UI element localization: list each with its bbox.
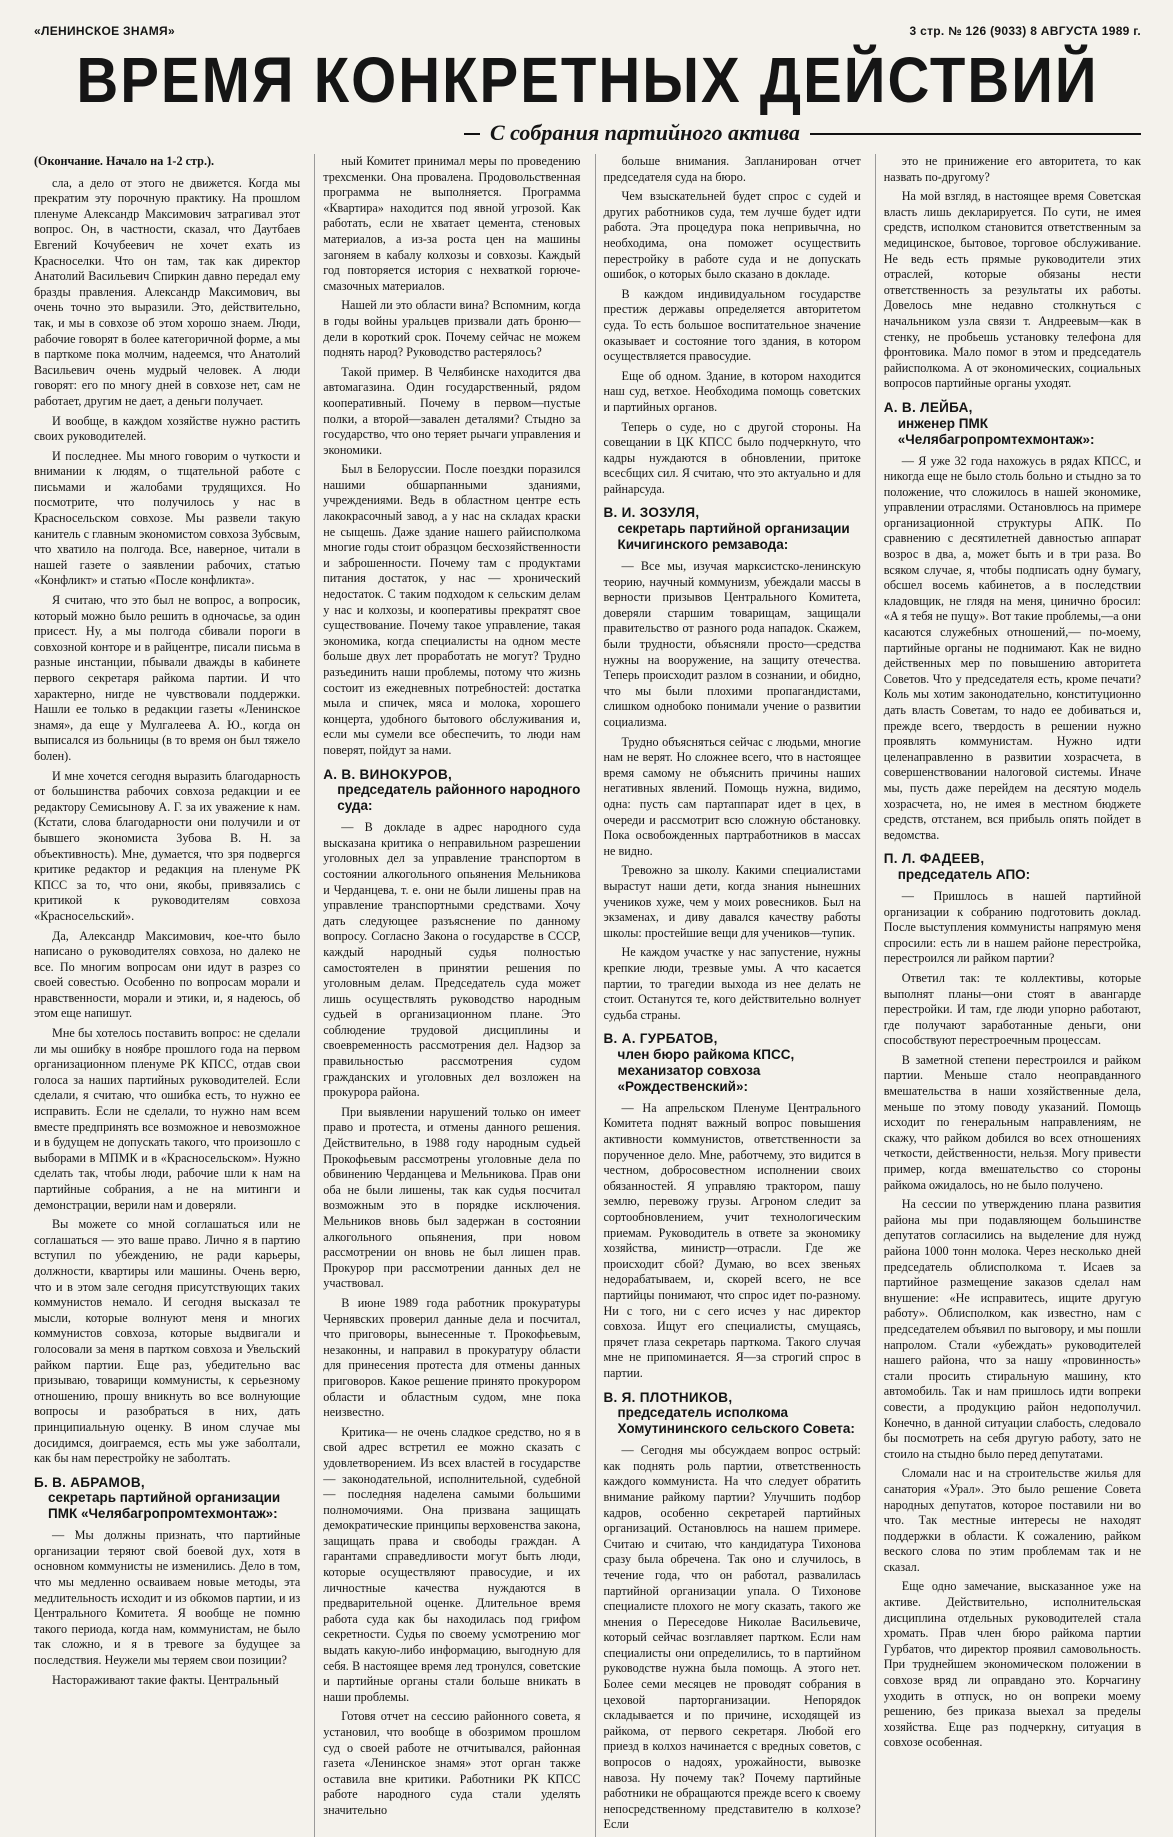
speaker-byline bbox=[884, 400, 1141, 448]
article-paragraph: — Мы должны признать, что партийные организации теряют свой боевой дух, хотя в основном коммунисты не изменились. Дело в том, что мы медленно осваиваем новые методы, эта медлительность исходит и из обкомов партии, и из Центрального Комитета. Я вообще не помню такого периода, когда нам, коммунистам, не было так сложно, и я в тревоге за будущее за последствия. Неужели мы теряем свои позиции? bbox=[34, 1528, 301, 1668]
article-paragraph: Я считаю, что это был не вопрос, а вопросик, который можно было решить в одночасье, за один присест. Ну, а мы полгода сбивали пороги в совхозной конторе и в райцентре, писали письма в разные инстанции, пбывали дважды в кабинете первого секретаря райкома партии. И что характерно, нигде не чувствовали поддержки. Нашли ее только в редакции газеты «Ленинское знамя», да еще у Мулгалеева А. Ю., когда он выписался из больницы (в то время он был тяжело болен). bbox=[34, 593, 301, 763]
speaker-name: А. В. ВИНОКУРОВ, bbox=[323, 766, 453, 782]
article-paragraph: Трудно объясняться сейчас с людьми, многие нам не верят. Но сложнее всего, что в настоящее время самому не объяснить причины наших негативных явлений. Помощь нужна, видимо, одна: пусть сам партаппарат идет в цех, в очереди и рассмотрит всю сложную обстановку. Пока освобожденных партработников в массах не видно. bbox=[603, 734, 861, 858]
article-paragraph: больше внимания. Запланирован отчет председателя суда на бюро. bbox=[603, 154, 861, 184]
article-paragraph: Был в Белоруссии. После поездки поразился нашими обшарпанными зданиями, учреждениями. Ведь в областном центре есть лакокрасочный завод, а у нас на складах краски не сыщешь. Даже здание нашего райисполкома многие годы стоит образцом бесхозяйственности и заброшенности. Почему там с продуктами питания достаток, у нас — хронический недостаток. С таким подходом к сельским делам у нас и колхозы, и кооперативы прекратят свое существование. Почему такое управление, такая экономика, когда специалисты на одном месте больше двух лет проработать не могут? Трудно разъединить наши проблемы, потому что жизнь состоит из ежедневных потребностей: достатка мыла и спичек, мяса и молока, хорошего концерта, удобного бытового обслуживания и, если мы сумели все обеспечить, то люди нам поверят, пойдут за нами. bbox=[323, 462, 581, 757]
speaker-name: В. И. ЗОЗУЛЯ, bbox=[603, 505, 700, 521]
article-paragraph: Настораживают такие факты. Центральный bbox=[52, 1672, 279, 1687]
article-paragraph: Теперь о суде, но с другой стороны. На совещании в ЦК КПСС было подчеркнуто, что кадры нуждаются в обновлении, притоке всесбщих сил. Я считаю, что это актуально и для райнарсуда. bbox=[603, 419, 861, 496]
speaker-role: секретарь партийной организации Кичигинского ремзавода: bbox=[617, 521, 850, 553]
article-paragraph: И последнее. Мы много говорим о чуткости и внимании к людям, о тщательной работе с письмами и жалобами трудящихся. Но посмотрите, что получилось у нас в Красносельском совхозе. Мы развели такую канитель с главным экономистом совхоза Зубсвым, что хватило на полгода. Все, наверное, читали в нашей газете о заявлении рабочих, статью «Конфликт» и статью «После конфликта». bbox=[34, 448, 301, 588]
speaker-byline bbox=[604, 1390, 861, 1438]
speaker-byline bbox=[34, 1475, 300, 1523]
article-paragraph: На мой взгляд, в настоящее время Советская власть лишь декларируется. По сути, не имея средств, исполком становится ответственным за медицинское, бытовое, торговое обслуживание. Не ведь есть прямые руководители этих отраслей, которые обязаны нести ответственность за результаты их работы. Довелось мне недавно столкнуться с начальником узла связи т. Андреевым—как в стенку, не пробьешь установку телефона для фронтовика. Мало помог в этом и председатель райисполкома. А от экономических, социальных вопросов партийные органы уходят. bbox=[883, 189, 1141, 391]
article-paragraph: Да, Александр Максимович, кое-что было написано о руководителях совхоза, но далеко не все. По многим вопросам они идут в разрез со своей совестью. Особенно по вопросам морали и нравственности, морали и этики, и, я надеюсь, об этом еще напишут. bbox=[34, 928, 301, 1021]
article-paragraph: На сессии по утверждению плана развития района мы при подавляющем большинстве депутатов согласились на выделение для нужд района 1000 тонн молока. Через несколько дней председатель облисполкома т. Исаев за партийное размещение заказов сделал нам внушение: «Не исправитесь, ищите другую работу». Облисполком, как известно, нам с председателем объявил по выговору, и мы пошли напролом. Стали «убеждать» руководителей нашего района, что за нашу «провинность» стали просить стиральную машину, кто автомобиль. Так и нам пришлось идти вопреки совести, а продукцию район недополучил. Конечно, в данной ситуации слабость, следовало бы посмотреть на себя другую работу, зато не стоило на стыдно было перед депутатами. bbox=[883, 1197, 1141, 1461]
article-paragraph: — Пришлось в нашей партийной организации к собранию подготовить доклад. После выступления коммунисты напрямую меня спросили: есть ли в нашем районе перестройка, перестроился ли райком партии? bbox=[883, 888, 1141, 966]
article-paragraph: — Все мы, изучая марксистско-ленинскую теорию, научный коммунизм, убеждали массы в верности призывов Центрального Комитета, доверяли старшим товарищам, защищали правительство от разного рода нападок. Скажем, были трудности, объясняли просто—средства нужны на вооружение, на защиту отечества. Теперь происходит разлом в сознании, и обидно, что мы были плохими пропагандистами, слишком однобоко понимали учение о развитии социализма. bbox=[603, 559, 861, 729]
article-paragraph: — Сегодня мы обсуждаем вопрос острый: как поднять роль партии, ответственность каждого коммуниста. На что следует обратить внимание райкому партии? Улучшить подбор кадров, особенно секретарей партийных организаций. Остановлюсь на нашем примере. Считаю и считаю, что кандидатура Тихонова сразу была обречена. Так оно и случилось, в течение года, что он работал, развалилась партийной организации упала. О Тихонове специалисте плохого не могу сказать, такого же мнения о Переседове Николае Васильевиче, который сейчас возглавляет партком. Если нам специалисты они определились, то в партийном руководстве нужна была помощь. А этого нет. Более семи месяцев не проводят собрания в цеховой парторганизации. Непорядок складывается и по причине, исходящей из райкома, от первого секретаря. Любой его приезд в колхоз начинается с вредных советов, с вопросов о надоях, урожайности, вывозке навоза. Ну почему так? Почему партийные работники не обращаются прежде всего к своему непосредственному представителю в колхозе? Если bbox=[603, 1443, 861, 1832]
article-paragraph: Еще об одном. Здание, в котором находится наш суд, ветхое. Необходима помощь советских и партийных органов. bbox=[603, 368, 861, 414]
subhead-row bbox=[34, 118, 1141, 148]
speaker-byline bbox=[604, 505, 861, 553]
speaker-byline bbox=[604, 1031, 861, 1095]
article-column bbox=[314, 154, 580, 1837]
article-paragraph: Нашей ли это области вина? Вспомним, когда в годы войны уральцев призвали дать броню—дели в короткий срок. Почему сейчас не можем поднять народ? Руководство растерялось? bbox=[323, 298, 581, 360]
article-paragraph: В июне 1989 года работник прокуратуры Чернявских проверил данные дела и посчитал, что приговоры, вынесенные т. Прокофьевым, незаконны, и направил в прокуратуру области для принесения протеста для отмены данных приговоров. Какое решение принято прокурором области и областным судом, мне пока неизвестно. bbox=[323, 1295, 581, 1420]
article-paragraph: Такой пример. В Челябинске находится два автомагазина. Один государственный, рядом кооперативный. Почему в первом—пустые полки, а второй—завален деталями? Стыдно за государство, что оно теряет рычаги управления и экономики. bbox=[323, 364, 581, 457]
speaker-name: В. Я. ПЛОТНИКОВ, bbox=[603, 1389, 733, 1405]
speaker-role: председатель АПО: bbox=[897, 866, 1031, 882]
article-column bbox=[875, 154, 1141, 1837]
speaker-name: П. Л. ФАДЕЕВ, bbox=[883, 851, 985, 867]
speaker-role: член бюро райкома КПСС, механизатор совхоза «Рождественский»: bbox=[617, 1046, 795, 1094]
subhead: С собрания партийного актива bbox=[480, 118, 810, 148]
article-paragraph: Тревожно за школу. Какими специалистами вырастут наши дети, когда знания нынешних учеников хуже, чем у моих ровесников. Был на экзаменах, и диву давался качеству работы школы: простейшие вещи для учеников—тупик. bbox=[603, 863, 861, 940]
article-paragraph: Еще одно замечание, высказанное уже на активе. Действительно, исполнительская дисциплина отдельных руководителей стала хромать. Прав член бюро райкома партии Гурбатов, что директор проявил самовольность. При труднейшем экономическом положении в совхозе вряд ли оправдано это. Корчагину уходить в отпуск, но он вопреки моему решению, без приказа выехал за пределы хозяйства. Еще раз подчеркну, ситуация в совхозе особенная. bbox=[883, 1579, 1141, 1750]
speaker-name: А. В. ЛЕЙБА, bbox=[883, 399, 973, 415]
article-paragraph: это не принижение его авторитета, то как назвать по-другому? bbox=[883, 154, 1141, 184]
continuation-note: (Окончание. Начало на 1-2 стр.). bbox=[34, 154, 215, 168]
article-paragraph: И мне хочется сегодня выразить благодарность от большинства рабочих совхоза редакции и ее редактору Семисынову А. Г. за их уважение к нам. (Кстати, слова благодарности они получили и от бывшего экономиста Зубова В. Н. за объективность). Мне, думается, что зря подвергся критике редактор и редакция на пленуме РК КПСС за то, что они, якобы, привязались с критикой к руководителям совхоза «Красносельский». bbox=[34, 768, 301, 923]
article-paragraph: Вы можете со мной соглашаться или не соглашаться — это ваше право. Лично я в партию вступил по убеждению, не ради карьеры, должности, квартиры или машины. Очень верю, что и в этом зале сегодня присутствующих таких коммунистов немало. И сегодня высказал те мысли, которые волнуют меня и многих коммунистов совхоза, которые выдвигали и голосовали за меня в партком совхоза и Увельский райком партии. Еще раз, убедительно вас призываю, товарищи коммунисты, к серьезному отношению, прошу вникнуть во все волнующие вопросы и разобраться в них, дать принципиальную оценку. В ином случае мы досидимся, доиграемся, есть мы уже заболтали, как бы нам перестройку не заболтать. bbox=[34, 1217, 301, 1466]
article-paragraph: ный Комитет принимал меры по проведению трехсменки. Она провалена. Продовольственная программа не выполняется. Программа «Квартира» находится под явной угрозой. Как работать, если не хватает цемента, стеновых материалов, а из-за роста цен на машины загоняем в кабалу колхозы и совхозы. Каждый год повторяется история с нехваткой горюче-смазочных материалов. bbox=[323, 154, 581, 293]
article-paragraph: сла, а дело от этого не движется. Когда мы прекратим эту порочную практику. На прошлом пленуме Александр Максимович затрагивал этот вопрос. Он, в частности, сказал, что Даутбаев Евгений Кочубеевич не хочет ехать из Красноселки. Что он там, так как директор Анатолий Васильевич Спиркин давно передал ему бразды правления. Александр Максимович, вы очень точно это выразили. Это, действительно, так, и мы в совхозе об этом хорошо знаем. Люди, рабочие говорят в более категоричной форме, а мы в парткоме пока молчим, надеемся, что Анатолий Васильевич очень мудрый человек. А люди говорят: его по многу дней в совхозе нет, сам не работает, другим не дает, а деньги получает. bbox=[34, 175, 301, 408]
article-column bbox=[34, 154, 300, 1837]
article-paragraph: Не каждом участке у нас запустение, нужны крепкие люди, трезвые умы. А что касается партии, то трагедии выхода из нее делать не стоит. Останутся те, кого действительно волнует судьба страны. bbox=[603, 945, 861, 1022]
article-paragraph: И вообще, в каждом хозяйстве нужно растить своих руководителей. bbox=[34, 413, 301, 444]
speaker-role: секретарь партийной организации ПМК «Челябагропромтехмонтаж»: bbox=[48, 1490, 281, 1522]
article-paragraph: В каждом индивидуальном государстве престиж державы определяется авторитетом суда. То есть большое воспитательное значение оказывает и состояние того здания, в котором осуществляется правосудие. bbox=[603, 286, 861, 364]
speaker-role: председатель исполкома Хомутининского сельского Совета: bbox=[617, 1405, 855, 1437]
masthead-paper-name: «ЛЕНИНСКОЕ ЗНАМЯ» bbox=[34, 24, 175, 38]
speaker-role: председатель районного народного суда: bbox=[337, 782, 581, 814]
article-paragraph: Чем взыскательней будет спрос с судей и других работников суда, тем лучше будет идти работа. Эта процедура пока непривычна, но необходима, она поможет осуществить перестройку в работе суда и не допускать ошибок, о которых было сказано в докладе. bbox=[603, 189, 861, 282]
masthead-issue-info: 3 стр. № 126 (9033) 8 АВГУСТА 1989 г. bbox=[909, 24, 1141, 38]
article-paragraph: — Я уже 32 года нахожусь в рядах КПСС, и никогда еще не было столь больно и стыдно за то положение, что сложилось в нашей экономике, управлении отраслями. Остановлюсь на примере организационной структуры АПК. По сравнению с десятилетней давностью аппарат возрос в два, а, может быть и в три раза. Во всяком случае, я, чтобы подписать одну бумагу, обсшел восемь кабинетов, а в последствии кладовщик, не глядя на меня, цинично бросил: «А я тебя не пущу». Вот такие проблемы,—а они касаются служебных отношений,— по-моему, партийные органы не поднимают. Как не видно действенных мер по повышению авторитета Советов. Что у председателя есть, кроме печати? Коль мы хотим законодательно, конституционно дать власть Советам, то надо ее добиваться и, прежде всего, твердость в решении нужно проявлять коммунистам. Нужно идти целенаправленно в развитии хозрасчета, в совершенствовании налоговой системы. Иначе мы, пусть даже перейдем на десятую модель хозрасчета, но, не имея в местном бюджете средств, отстанем, вся прибыль опять пойдет в ведомства. bbox=[883, 453, 1141, 842]
speaker-name: Б. В. АБРАМОВ, bbox=[34, 1474, 145, 1490]
article-paragraph: При выявлении нарушений только он имеет право и протеста, и отмены данного решения. Действительно, в 1988 году народным судьей Прокофьевым рассмотрены уголовные дела по обвинению Черданцева и Мельникова. Прав они оба не были лишены, так как судья посчитал возможным это в порядке исключения. Мельников вновь был задержан в состоянии алкогольного опьянения, при новом рассмотрении он вновь не был лишен прав. Прокурор при рассмотрении данных дел не участвовал. bbox=[323, 1104, 581, 1291]
masthead bbox=[34, 24, 1141, 42]
article-paragraph: Ответил так: те коллективы, которые выполнят планы—они стоят в авангарде перестройки. И там, где люди упорно работают, где получают заработанные деньги, они способствуют перестроечным процессам. bbox=[883, 970, 1141, 1048]
article-column bbox=[595, 154, 861, 1837]
article-paragraph: Критика— не очень сладкое средство, но я в свой адрес встретил ее можно сказать с удовлетворением. Из всех властей в государстве — законодательной, исполнительной, судебной — последняя наделена самыми большими полномочиями. Она призвана защищать демократические принципы верховенства закона, защищать права и свободы граждан. А гарантами справедливости могут быть люди, которые осуществляют правосудие, и их личностные качества нуждаются в предварительной оценке. Длительное время работа суда как бы находилась под грифом секретности. Судья по своему усмотрению мог выдать какую-либо информацию, выгодную для себя. В настоящее время лед тронулся, советские и партийные органы стали больше вникать в наши проблемы. bbox=[323, 1424, 581, 1704]
speaker-byline bbox=[323, 767, 580, 815]
headline: ВРЕМЯ КОНКРЕТНЫХ ДЕЙСТВИЙ bbox=[76, 44, 1099, 117]
article-paragraph: Сломали нас и на строительстве жилья для санатория «Урал». Это было решение Совета народных депутатов, которое поставили ни во что. Так местные интересы не находят поддержки в области. К сожалению, райком веского слова по этим проблемам так и не сказал. bbox=[883, 1466, 1141, 1574]
article-paragraph: — В докладе в адрес народного суда высказана критика о неправильном разрешении уголовных дел за управление транспортом в состоянии алкогольного опьянения Мельникова и Черданцева, т. е. они не были лишены прав на управление транспортными средствами. Хочу дать следующее разъяснение по данному вопросу. Согласно Закона о государстве в СССР, каждый народный судья полностью самостоятелен в принятии решения по уголовным делам. Председатель суда может лишь осуществлять руководство народным судьей в организационном плане. Это соблюдение трудовой дисциплины и своевременность рассмотрения дел. Надзор за правильностью рассмотрения судом гражданских и уголовных дел возложен на прокурора района. bbox=[323, 820, 581, 1100]
article-paragraph: В заметной степени перестроился и райком партии. Меньше стало неоправданного вмешательства в наши хозяйственные дела, меньше по этому поводу указаний. Помощь исходит по генеральным направлениям, не скажу, что райком добился во всех отношениях четкости, действенности, нельзя. Могу привести пример, когда вмешательство со стороны райкома ожидалось, но не было получено. bbox=[883, 1052, 1141, 1192]
article-columns bbox=[34, 154, 1141, 1832]
article-paragraph: Готовя отчет на сессию районного совета, я установил, что вообще в обозримом прошлом суд о своей работе не отчитывался, районная газета «Ленинское знамя» этот орган также оставила вне критики. Работники РК КПСС работе народного суда стали уделять значительно bbox=[323, 1709, 581, 1817]
speaker-byline bbox=[884, 851, 1141, 883]
article-paragraph: Мне бы хотелось поставить вопрос: не сделали ли мы ошибку в ноябре прошлого года на первом организационном пленуме РК КПСС, отдав свои голоса за наших партийных руководителей. Если сделали, я считаю, что ошибка есть, то нужно ее исправить. Если не сделали, то нужно нам всем вместе предпринять все возможное и невозможное и в будущем не допускать такого, что произошло с выборами в МПМК и в «Красносельском». Нужно сделать так, чтобы люди, рабочие шли к нам на партийные собрания, а не на митинги и демонстрации, верили нам и доверяли. bbox=[34, 1026, 301, 1212]
speaker-role: инженер ПМК «Челябагропромтехмонтаж»: bbox=[897, 415, 1095, 447]
article-paragraph: — На апрельском Пленуме Центрального Комитета поднят важный вопрос повышения активности коммунистов, ответственности за порученное дело. Мне, работчему, это видится в честном, добросовестном исполнении своих обязанностей. Я управляю трактором, пашу землю, перевожу грузы. Агроном следит за сортообновлением, учит технологическим приемам. Руководитель в ответе за экономику хозяйства, министр—отрасли. Где же происходит сбой? Думаю, во всех звеньях недорабатываем, и, скорей всего, не все партийцы понимают, что спрос идет по-разному. Ни с того, ни с сего исчез у нас директор совхоза. Ищут его специалисты, смущаясь, прячет глаза секретарь парткома. Такого случая мне не припоминается. Я—за строгий спрос в партии. bbox=[603, 1100, 861, 1380]
speaker-name: В. А. ГУРБАТОВ, bbox=[603, 1031, 718, 1047]
